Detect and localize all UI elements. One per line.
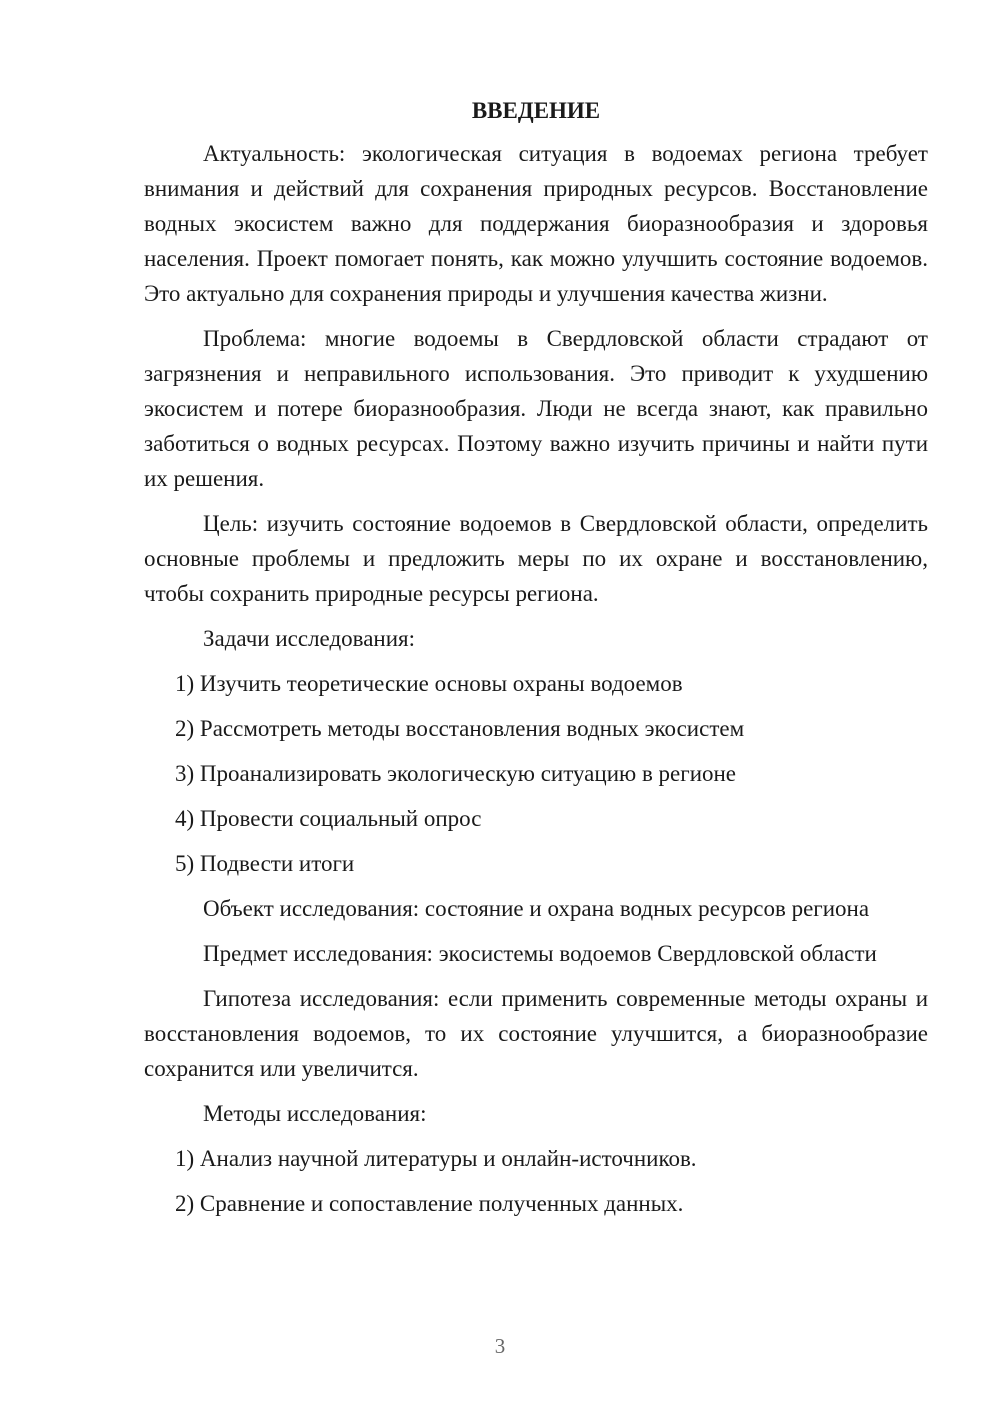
- subject-paragraph: Предмет исследования: экосистемы водоемов Свердловской области: [203, 941, 877, 966]
- section-title: ВВЕДЕНИЕ: [471, 98, 601, 123]
- tasks-list: [144, 666, 928, 881]
- method-item: 2) Сравнение и сопоставление полученных данных.: [175, 1191, 684, 1216]
- task-item: 3) Проанализировать экологическую ситуацию в регионе: [175, 761, 737, 786]
- page-content: [144, 96, 928, 1231]
- task-item: 1) Изучить теоретические основы охраны водоемов: [175, 671, 683, 696]
- problem-paragraph: Проблема: многие водоемы в Свердловской области страдают от загрязнения и неправильного использования. Это приводит к ухудшению экосистем и потере биоразнообразия. Люди не всегда знают, как правильно заботиться о водных ресурсах. Поэтому важно изучить причины и найти пути их решения.: [144, 326, 928, 491]
- methods-list: [144, 1141, 928, 1221]
- task-item: 4) Провести социальный опрос: [175, 806, 482, 831]
- methods-label: Методы исследования:: [203, 1101, 427, 1126]
- object-paragraph: Объект исследования: состояние и охрана водных ресурсов региона: [203, 896, 870, 921]
- goal-paragraph: Цель: изучить состояние водоемов в Свердловской области, определить основные проблемы и предложить меры по их охране и восстановлению, чтобы сохранить природные ресурсы региона.: [144, 511, 928, 606]
- relevance-paragraph: Актуальность: экологическая ситуация в водоемах региона требует внимания и действий для сохранения природных ресурсов. Восстановление водных экосистем важно для поддержания биоразнообразия и здоровья населения. Проект помогает понять, как можно улучшить состояние водоемов. Это актуально для сохранения природы и улучшения качества жизни.: [144, 141, 928, 306]
- task-item: 5) Подвести итоги: [175, 851, 355, 876]
- tasks-label: Задачи исследования:: [203, 626, 416, 651]
- page-number: 3: [494, 1334, 506, 1358]
- method-item: 1) Анализ научной литературы и онлайн-источников.: [175, 1146, 697, 1171]
- task-item: 2) Рассмотреть методы восстановления водных экосистем: [175, 716, 745, 741]
- hypothesis-paragraph: Гипотеза исследования: если применить современные методы охраны и восстановления водоемов, то их состояние улучшится, а биоразнообразие сохранится или увеличится.: [144, 986, 928, 1081]
